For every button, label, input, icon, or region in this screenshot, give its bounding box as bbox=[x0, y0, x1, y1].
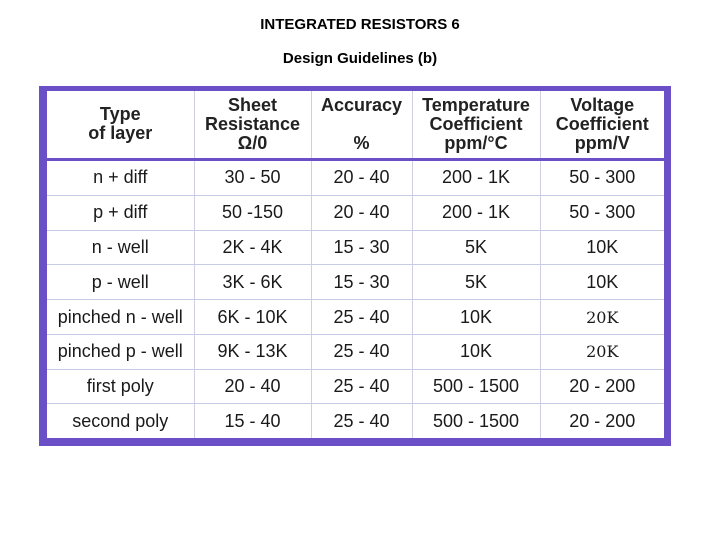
header-sheet-resistance bbox=[194, 91, 311, 159]
cell-voltage-coefficient: 10K bbox=[540, 230, 664, 265]
cell-temp-coefficient: 5K bbox=[412, 230, 540, 265]
header-voltage-coefficient bbox=[540, 91, 664, 159]
cell-accuracy: 25 - 40 bbox=[311, 334, 412, 369]
header-line: ppm/V bbox=[574, 132, 630, 153]
header-row bbox=[47, 91, 664, 159]
header-line: Voltage bbox=[570, 94, 635, 115]
cell-voltage-coefficient: 20K bbox=[540, 334, 664, 369]
cell-sheet-resistance: 50 -150 bbox=[194, 195, 311, 230]
cell-voltage-coefficient: 50 - 300 bbox=[540, 159, 664, 195]
table-row bbox=[47, 404, 664, 438]
cell-sheet-resistance: 30 - 50 bbox=[194, 159, 311, 195]
header-line: Type bbox=[99, 104, 141, 125]
cell-sheet-resistance: 2K - 4K bbox=[194, 230, 311, 265]
cell-accuracy: 25 - 40 bbox=[311, 369, 412, 404]
cell-temp-coefficient: 200 - 1K bbox=[412, 195, 540, 230]
table-row bbox=[47, 369, 664, 404]
cell-sheet-resistance: 20 - 40 bbox=[194, 369, 311, 404]
cell-temp-coefficient: 500 - 1500 bbox=[412, 404, 540, 438]
cell-layer: first poly bbox=[47, 369, 194, 404]
cell-layer: p - well bbox=[47, 265, 194, 300]
cell-sheet-resistance: 15 - 40 bbox=[194, 404, 311, 438]
cell-accuracy: 20 - 40 bbox=[311, 159, 412, 195]
header-line bbox=[312, 115, 412, 134]
page-title: INTEGRATED RESISTORS 6 bbox=[260, 16, 460, 33]
header-accuracy bbox=[311, 91, 412, 159]
cell-layer: n - well bbox=[47, 230, 194, 265]
header-line: Sheet bbox=[227, 94, 278, 115]
cell-layer: p + diff bbox=[47, 195, 194, 230]
cell-layer: second poly bbox=[47, 404, 194, 438]
cell-voltage-coefficient: 20K bbox=[540, 300, 664, 335]
cell-layer: pinched p - well bbox=[47, 334, 194, 369]
cell-temp-coefficient: 200 - 1K bbox=[412, 159, 540, 195]
cell-sheet-resistance: 6K - 10K bbox=[194, 300, 311, 335]
table-row bbox=[47, 265, 664, 300]
cell-voltage-coefficient: 20 - 200 bbox=[540, 369, 664, 404]
cell-accuracy: 15 - 30 bbox=[311, 230, 412, 265]
cell-voltage-coefficient: 50 - 300 bbox=[540, 195, 664, 230]
header-line: Ω/0 bbox=[237, 132, 268, 153]
table-row bbox=[47, 230, 664, 265]
cell-temp-coefficient: 500 - 1500 bbox=[412, 369, 540, 404]
header-line: Temperature bbox=[422, 94, 530, 115]
cell-temp-coefficient: 5K bbox=[412, 265, 540, 300]
header-line: ppm/°C bbox=[444, 132, 508, 153]
resistor-table bbox=[47, 91, 664, 438]
cell-accuracy: 25 - 40 bbox=[311, 300, 412, 335]
header-line: Accuracy bbox=[320, 94, 403, 115]
cell-accuracy: 20 - 40 bbox=[311, 195, 412, 230]
table-row bbox=[47, 195, 664, 230]
table-row bbox=[47, 159, 664, 195]
header-line: Coefficient bbox=[429, 113, 523, 134]
table-row bbox=[47, 334, 664, 369]
cell-layer: n + diff bbox=[47, 159, 194, 195]
header-line: Resistance bbox=[204, 113, 301, 134]
cell-voltage-coefficient: 10K bbox=[540, 265, 664, 300]
cell-sheet-resistance: 9K - 13K bbox=[194, 334, 311, 369]
header-type-of-layer bbox=[47, 91, 194, 159]
cell-layer: pinched n - well bbox=[47, 300, 194, 335]
cell-voltage-coefficient: 20 - 200 bbox=[569, 410, 636, 431]
header-temperature-coefficient bbox=[412, 91, 540, 159]
cell-accuracy: 15 - 30 bbox=[311, 265, 412, 300]
header-line: of layer bbox=[88, 123, 153, 144]
table-row bbox=[47, 300, 664, 335]
header-line: % bbox=[353, 132, 370, 153]
page-subtitle: Design Guidelines (b) bbox=[282, 50, 438, 67]
cell-temp-coefficient: 10K bbox=[412, 300, 540, 335]
cell-sheet-resistance: 3K - 6K bbox=[194, 265, 311, 300]
cell-temp-coefficient: 10K bbox=[412, 334, 540, 369]
cell-accuracy: 25 - 40 bbox=[311, 404, 412, 438]
table-sheet bbox=[47, 91, 664, 438]
header-line: Coefficient bbox=[555, 113, 649, 134]
